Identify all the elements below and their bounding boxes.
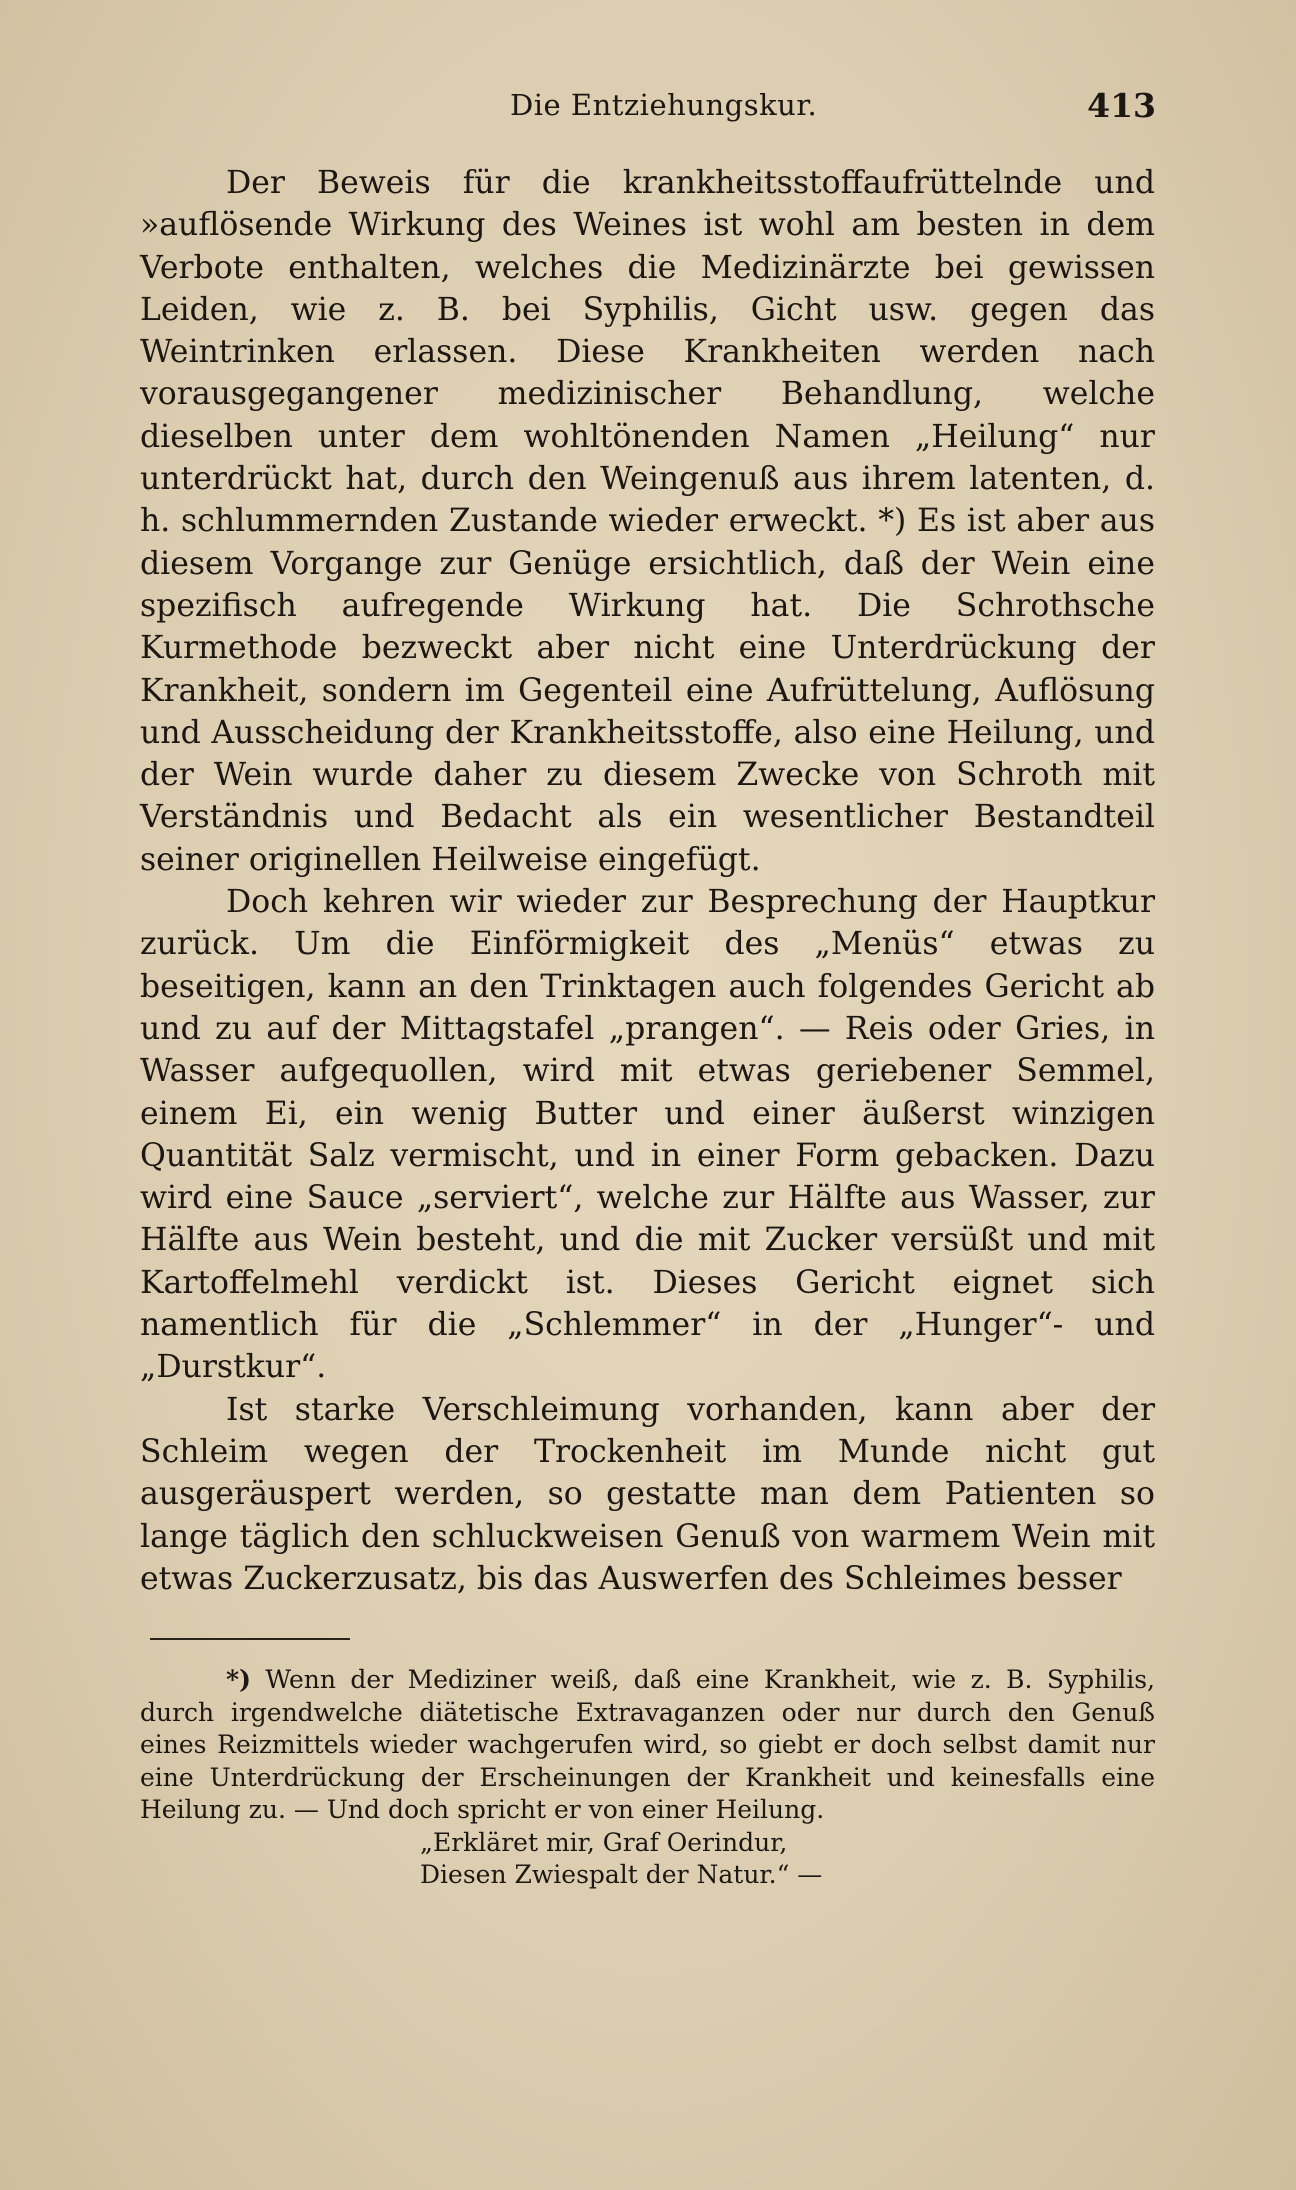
footnote-quote-line: Diesen Zwiespalt der Natur.“ — [420, 1860, 823, 1889]
paragraph: Der Beweis für die krankheitsstoffaufrüttelnde und »auflösende Wirkung des Weines ist wohl am besten in dem Verbote enthalten, welches die Medizinärzte bei gewissen Leiden, wie z. B. bei Syphilis, Gicht usw. gegen das Weintrinken erlassen. Diese Krankheiten werden nach vorausgegangener medizinischer Behandlung, welche dieselben unter dem wohltönenden Namen „Heilung“ nur unterdrückt hat, durch den Weingenuß aus ihrem latenten, d. h. schlummernden Zustande wieder erweckt. *) Es ist aber aus diesem Vorgange zur Genüge ersichtlich, daß der Wein eine spezifisch aufregende Wirkung hat. Die Schrothsche Kurmethode bezweckt aber nicht eine Unterdrückung der Krankheit, sondern im Gegenteil eine Aufrüttelung, Auflösung und Ausscheidung der Krankheitsstoffe, also eine Heilung, und der Wein wurde daher zu diesem Zwecke von Schroth mit Verständnis und Bedacht als ein wesentlicher Bestandteil seiner originellen Heilweise eingefügt. [140, 165, 1155, 878]
footnote-divider [150, 1638, 350, 1640]
footnote-quote-line: „Erkläret mir, Graf Oerindur, [420, 1827, 788, 1857]
page-number: 413 [1087, 86, 1156, 125]
footnote-text: Wenn der Mediziner weiß, daß eine Krankheit, wie z. B. Syphilis, durch irgendwelche diätetische Extravaganzen oder nur durch den Genuß eines Reizmittels wieder wachgerufen wird, so giebt er doch selbst damit nur eine Unterdrückung der Erscheinungen der Krankheit und keinesfalls eine Heilung zu. — Und doch spricht er von einer Heilung. [140, 1665, 1155, 1824]
paragraph: Ist starke Verschleimung vorhanden, kann aber der Schleim wegen der Trockenheit im Munde nicht gut ausgeräuspert werden, so gestatte man dem Patienten so lange täglich den schluckweisen Genuß von warmem Wein mit etwas Zuckerzusatz, bis das Auswerfen des Schleimes besser [140, 1391, 1155, 1597]
paragraph: Doch kehren wir wieder zur Besprechung der Hauptkur zurück. Um die Einförmigkeit des „Menüs“ etwas zu beseitigen, kann an den Trinktagen auch folgendes Gericht ab und zu auf der Mittagstafel „prangen“. — Reis oder Gries, in Wasser aufgequollen, wird mit etwas geriebener Semmel, einem Ei, ein wenig Butter und einer äußerst winzigen Quantität Salz vermischt, und in einer Form gebacken. Dazu wird eine Sauce „serviert“, welche zur Hälfte aus Wasser, zur Hälfte aus Wein besteht, und die mit Zucker versüßt und mit Kartoffelmehl verdickt ist. Dieses Gericht eignet sich namentlich für die „Schlemmer“ in der „Hunger“- und „Durstkur“. [140, 884, 1155, 1386]
running-head [140, 88, 1156, 138]
footnote-marker: *) [226, 1665, 251, 1694]
main-text [140, 162, 1155, 1600]
footnote [140, 1664, 1155, 1892]
running-head-title: Die Entziehungskur. [510, 88, 818, 122]
footnote-paragraph [140, 1664, 1155, 1827]
